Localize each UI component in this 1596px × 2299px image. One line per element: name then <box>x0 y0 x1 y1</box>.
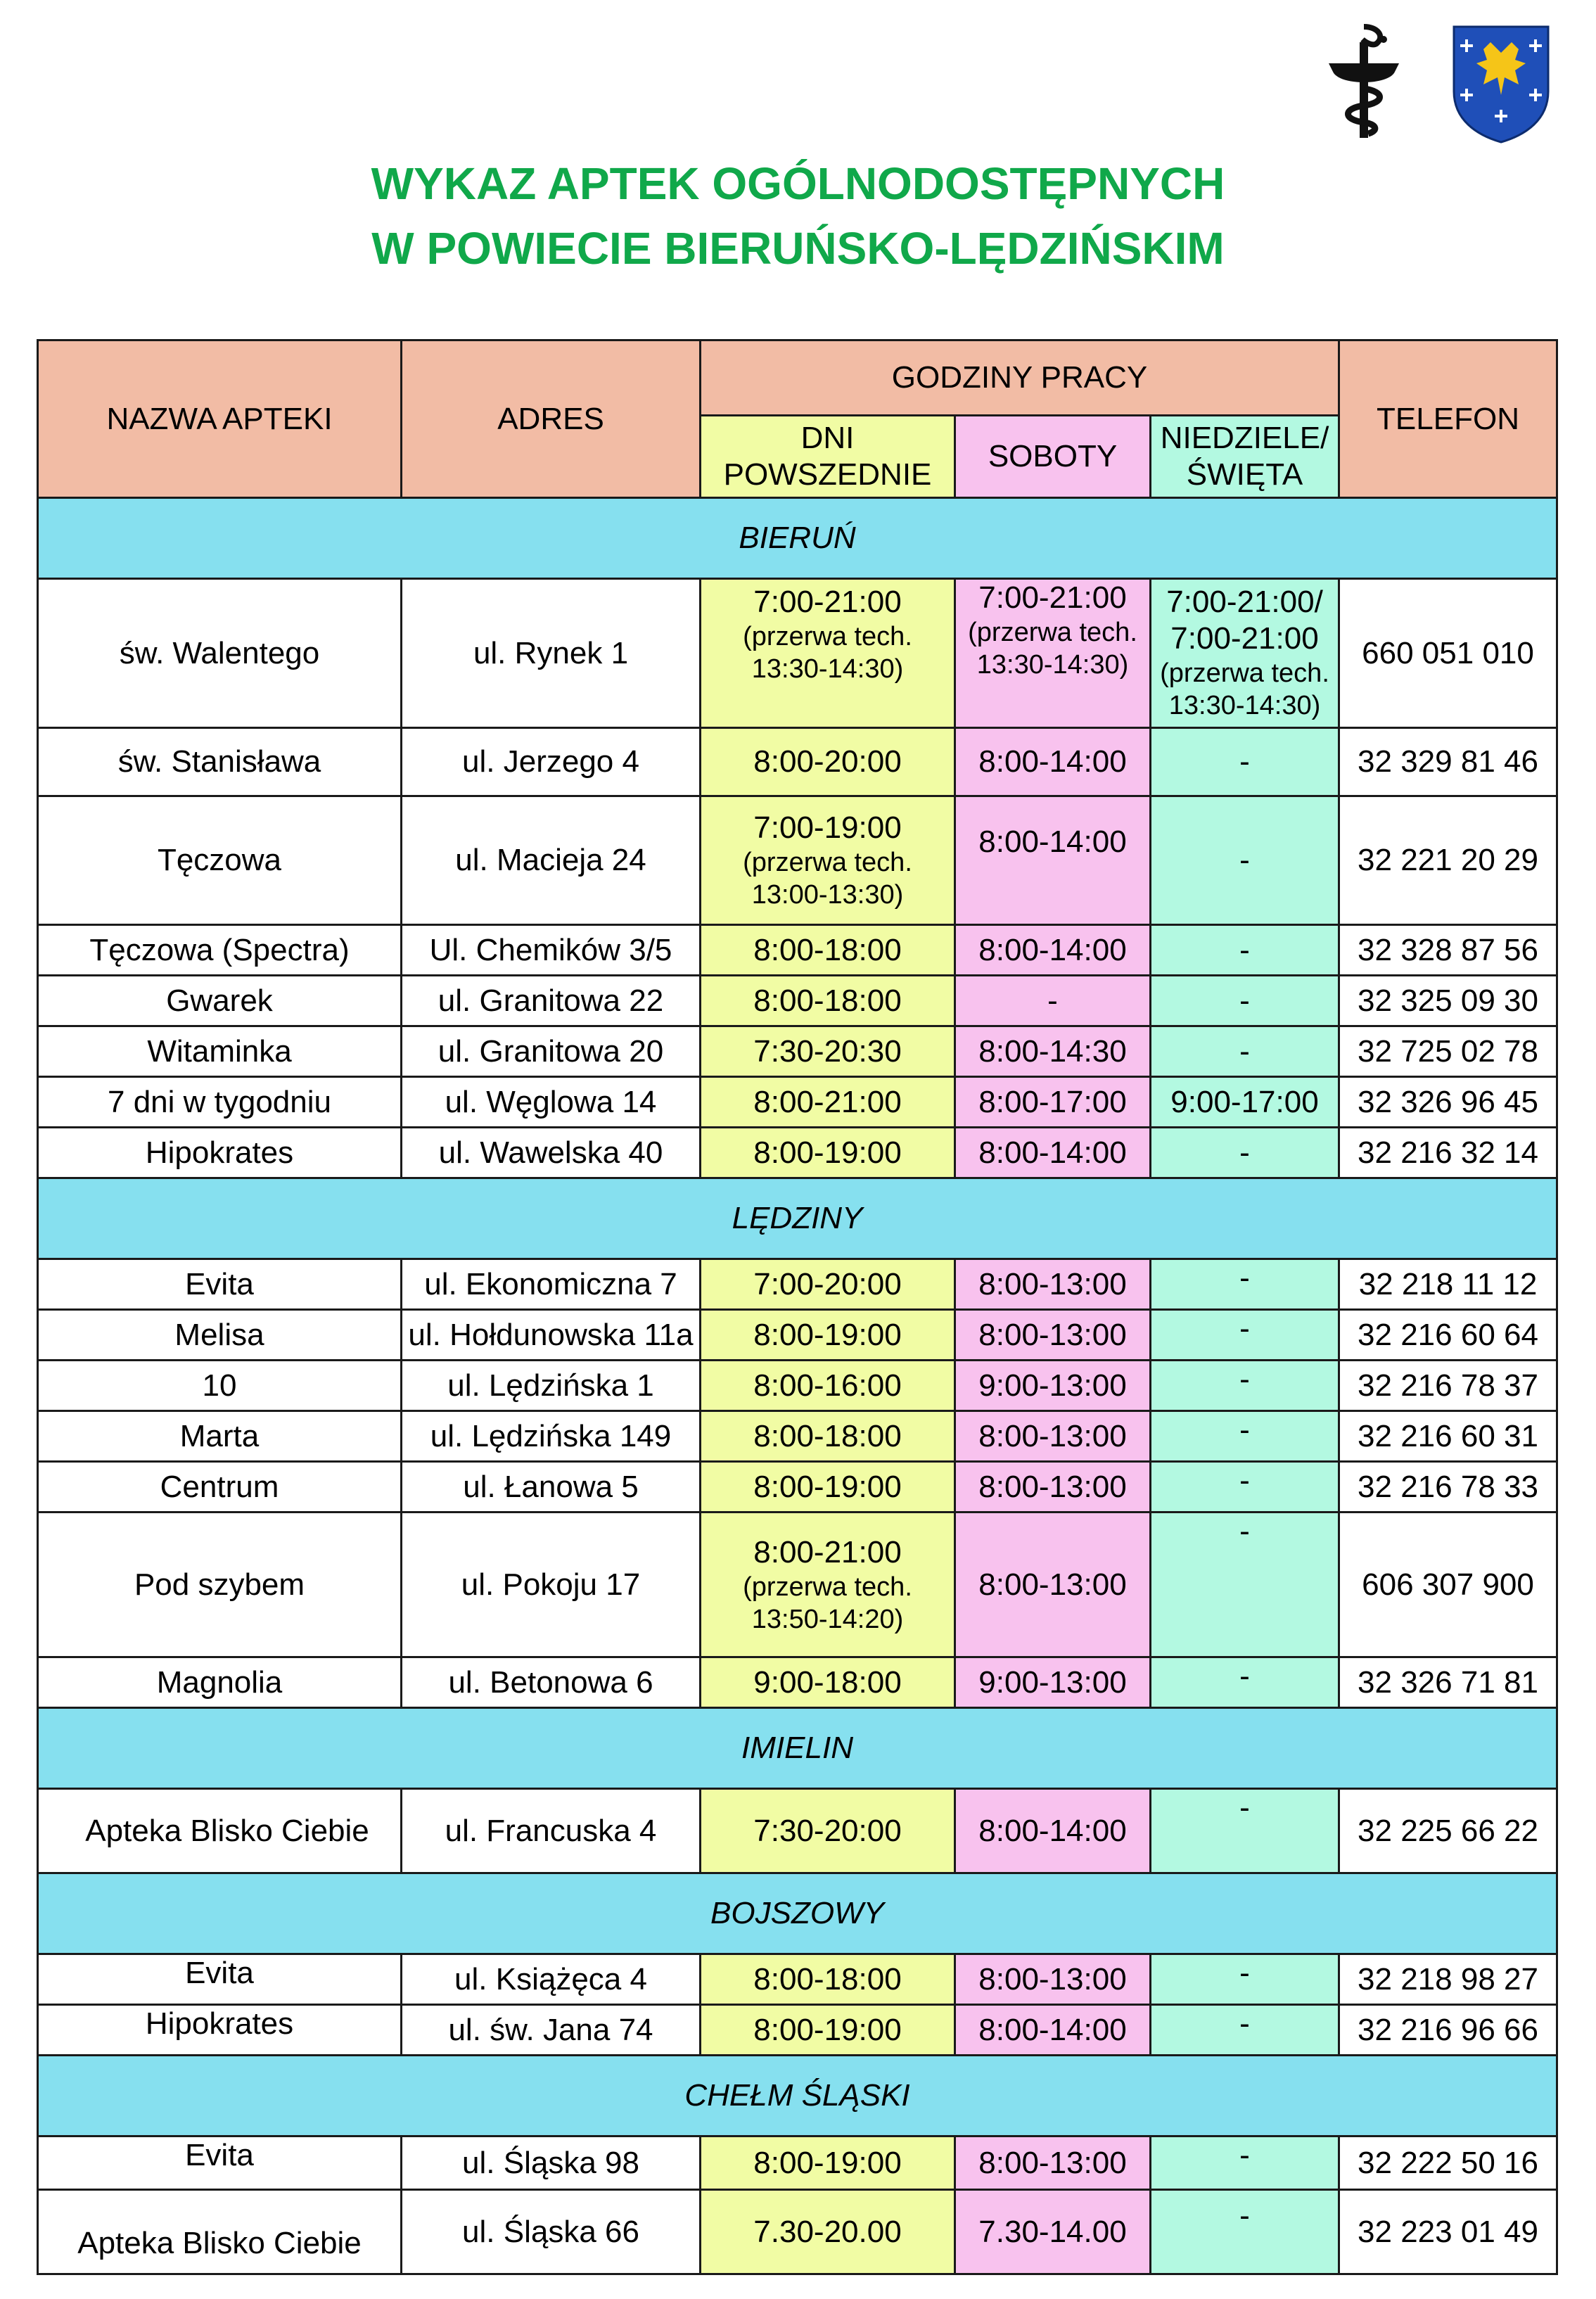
saturday-hours: 8:00-14:00 <box>955 925 1151 976</box>
pharmacy-name: Marta <box>38 1411 402 1462</box>
header-hours: GODZINY PRACY <box>701 340 1339 416</box>
pharmacy-phone: 32 218 11 12 <box>1339 1259 1557 1310</box>
pharmacy-name: 10 <box>38 1361 402 1411</box>
saturday-hours: 8:00-14:30 <box>955 1026 1151 1077</box>
pharmacy-name: Apteka Blisko Ciebie <box>38 1789 402 1873</box>
weekday-hours <box>701 796 955 925</box>
pharmacy-address: ul. Lędzińska 149 <box>402 1411 701 1462</box>
table-row <box>38 796 1557 925</box>
sunday-hours: - <box>1151 2136 1339 2190</box>
weekday-hours: 8:00-20:00 <box>701 728 955 796</box>
sunday-hours: - <box>1151 1259 1339 1310</box>
table-row <box>38 1128 1557 1178</box>
pharmacy-phone: 606 307 900 <box>1339 1512 1557 1657</box>
pharmacy-phone: 32 221 20 29 <box>1339 796 1557 925</box>
pharmacy-address: ul. Śląska 66 <box>402 2190 701 2274</box>
saturday-hours: 9:00-13:00 <box>955 1657 1151 1708</box>
table-row <box>38 1310 1557 1361</box>
pharmacy-name: św. Walentego <box>38 579 402 728</box>
city-bierun: BIERUŃ <box>38 498 1557 579</box>
sunday-hours: - <box>1151 976 1339 1026</box>
sunday-hours: - <box>1151 796 1339 925</box>
weekday-hours-note: 13:00-13:30) <box>751 880 904 910</box>
pharmacy-address: ul. Węglowa 14 <box>402 1077 701 1128</box>
sunday-hours: - <box>1151 1128 1339 1178</box>
sunday-hours: - <box>1151 728 1339 796</box>
sunday-hours: 9:00-17:00 <box>1151 1077 1339 1128</box>
pharmacy-name: Magnolia <box>38 1657 402 1708</box>
header-address: ADRES <box>402 340 701 498</box>
weekday-hours <box>701 1512 955 1657</box>
pharmacy-table <box>37 339 1558 2275</box>
header-sundays <box>1151 416 1339 498</box>
pharmacy-phone: 32 223 01 49 <box>1339 2190 1557 2274</box>
pharmacy-phone: 32 216 96 66 <box>1339 2005 1557 2056</box>
pharmacy-name: Pod szybem <box>38 1512 402 1657</box>
saturday-hours: 8:00-13:00 <box>955 1954 1151 2005</box>
sunday-hours-note: 13:30-14:30) <box>1168 691 1321 720</box>
saturday-hours: 8:00-13:00 <box>955 1310 1151 1361</box>
pharmacy-phone: 32 216 78 33 <box>1339 1462 1557 1512</box>
pharmacy-phone: 32 328 87 56 <box>1339 925 1557 976</box>
weekday-hours-note: (przerwa tech. <box>743 1572 912 1602</box>
header-name: NAZWA APTEKI <box>38 340 402 498</box>
saturday-hours: 8:00-17:00 <box>955 1077 1151 1128</box>
weekday-hours: 8:00-18:00 <box>701 1411 955 1462</box>
sunday-hours: - <box>1151 1310 1339 1361</box>
pharmacy-address: ul. św. Jana 74 <box>402 2005 701 2056</box>
sunday-hours-note: (przerwa tech. <box>1160 658 1329 688</box>
table-row <box>38 925 1557 976</box>
pharmacy-phone: 32 216 32 14 <box>1339 1128 1557 1178</box>
sunday-hours <box>1151 579 1339 728</box>
pharmacy-phone: 32 216 78 37 <box>1339 1361 1557 1411</box>
saturday-hours: 8:00-14:00 <box>955 796 1151 925</box>
weekday-hours: 8:00-18:00 <box>701 925 955 976</box>
page-title <box>0 151 1596 281</box>
pharmacy-phone: 660 051 010 <box>1339 579 1557 728</box>
coat-of-arms-icon <box>1448 21 1554 144</box>
weekday-hours: 8:00-16:00 <box>701 1361 955 1411</box>
pharmacy-phone: 32 216 60 31 <box>1339 1411 1557 1462</box>
sunday-hours: - <box>1151 1657 1339 1708</box>
saturday-hours <box>955 579 1151 728</box>
sunday-hours: - <box>1151 1361 1339 1411</box>
weekday-hours-main: 8:00-21:00 <box>753 1534 902 1569</box>
city-chelm: CHEŁM ŚLĄSKI <box>38 2056 1557 2136</box>
saturday-hours: 8:00-13:00 <box>955 2136 1151 2190</box>
header-sundays-line2: ŚWIĘTA <box>1186 457 1303 492</box>
pharmacy-name: Tęczowa <box>38 796 402 925</box>
sunday-hours: - <box>1151 1026 1339 1077</box>
pharmacy-address: ul. Macieja 24 <box>402 796 701 925</box>
weekday-hours: 8:00-18:00 <box>701 976 955 1026</box>
pharmacy-name: Centrum <box>38 1462 402 1512</box>
weekday-hours: 8:00-19:00 <box>701 1310 955 1361</box>
sunday-hours: - <box>1151 925 1339 976</box>
title-line-1: WYKAZ APTEK OGÓLNODOSTĘPNYCH <box>371 158 1225 209</box>
weekday-hours: 8:00-19:00 <box>701 1128 955 1178</box>
sunday-hours: - <box>1151 1512 1339 1657</box>
weekday-hours-note: (przerwa tech. <box>743 848 912 877</box>
weekday-hours: 7:00-20:00 <box>701 1259 955 1310</box>
saturday-hours: 7.30-14.00 <box>955 2190 1151 2274</box>
pharmacy-address: ul. Granitowa 22 <box>402 976 701 1026</box>
pharmacy-symbol-icon <box>1322 21 1406 141</box>
saturday-hours: 8:00-14:00 <box>955 728 1151 796</box>
pharmacy-name: Gwarek <box>38 976 402 1026</box>
city-row <box>38 1178 1557 1259</box>
weekday-hours-main: 7:00-19:00 <box>753 810 902 845</box>
pharmacy-name: św. Stanisława <box>38 728 402 796</box>
header-weekdays-line1: DNI <box>800 421 855 455</box>
saturday-hours: 8:00-13:00 <box>955 1512 1151 1657</box>
weekday-hours-main: 7:00-21:00 <box>753 585 902 619</box>
table-row <box>38 976 1557 1026</box>
table-row <box>38 1512 1557 1657</box>
table-row <box>38 579 1557 728</box>
table-row <box>38 1411 1557 1462</box>
saturday-hours: 8:00-13:00 <box>955 1259 1151 1310</box>
pharmacy-address: ul. Francuska 4 <box>402 1789 701 1873</box>
saturday-hours-note: 13:30-14:30) <box>976 650 1129 680</box>
header-weekdays <box>701 416 955 498</box>
pharmacy-name: Apteka Blisko Ciebie <box>38 2190 402 2274</box>
table-row <box>38 2190 1557 2274</box>
pharmacy-phone: 32 218 98 27 <box>1339 1954 1557 2005</box>
pharmacy-name: Witaminka <box>38 1026 402 1077</box>
logos <box>1322 21 1554 144</box>
weekday-hours <box>701 579 955 728</box>
weekday-hours: 9:00-18:00 <box>701 1657 955 1708</box>
saturday-hours: 8:00-14:00 <box>955 2005 1151 2056</box>
table-row <box>38 1462 1557 1512</box>
sunday-hours-main: 7:00-21:00/ <box>1166 585 1323 619</box>
city-row <box>38 1708 1557 1789</box>
pharmacy-address: ul. Wawelska 40 <box>402 1128 701 1178</box>
table-row <box>38 2005 1557 2056</box>
weekday-hours: 7.30-20.00 <box>701 2190 955 2274</box>
sunday-hours: - <box>1151 1954 1339 2005</box>
table-row <box>38 1954 1557 2005</box>
pharmacy-name: Evita <box>38 1954 402 2005</box>
header-saturdays: SOBOTY <box>955 416 1151 498</box>
weekday-hours-note: 13:50-14:20) <box>751 1604 904 1634</box>
table-row <box>38 1026 1557 1077</box>
saturday-hours: 8:00-14:00 <box>955 1128 1151 1178</box>
sunday-hours-main: 7:00-21:00 <box>1170 621 1319 656</box>
pharmacy-phone: 32 325 09 30 <box>1339 976 1557 1026</box>
pharmacy-phone: 32 725 02 78 <box>1339 1026 1557 1077</box>
title-line-2: W POWIECIE BIERUŃSKO-LĘDZIŃSKIM <box>371 223 1225 274</box>
weekday-hours: 8:00-21:00 <box>701 1077 955 1128</box>
city-row <box>38 2056 1557 2136</box>
pharmacy-phone: 32 326 71 81 <box>1339 1657 1557 1708</box>
weekday-hours-note: (przerwa tech. <box>743 622 912 651</box>
saturday-hours: - <box>955 976 1151 1026</box>
weekday-hours: 8:00-19:00 <box>701 2005 955 2056</box>
pharmacy-address: ul. Hołdunowska 11a <box>402 1310 701 1361</box>
saturday-hours-note: (przerwa tech. <box>968 618 1137 647</box>
saturday-hours: 8:00-14:00 <box>955 1789 1151 1873</box>
pharmacy-address: ul. Granitowa 20 <box>402 1026 701 1077</box>
pharmacy-address: ul. Jerzego 4 <box>402 728 701 796</box>
pharmacy-name: Evita <box>38 2136 402 2190</box>
pharmacy-address: ul. Łanowa 5 <box>402 1462 701 1512</box>
sunday-hours: - <box>1151 1462 1339 1512</box>
city-row <box>38 1873 1557 1954</box>
saturday-hours: 8:00-13:00 <box>955 1462 1151 1512</box>
weekday-hours: 8:00-19:00 <box>701 2136 955 2190</box>
pharmacy-address: ul. Rynek 1 <box>402 579 701 728</box>
saturday-hours-main: 7:00-21:00 <box>978 580 1127 615</box>
table-row <box>38 1789 1557 1873</box>
saturday-hours: 9:00-13:00 <box>955 1361 1151 1411</box>
weekday-hours: 7:30-20:00 <box>701 1789 955 1873</box>
table-row <box>38 1657 1557 1708</box>
saturday-hours: 8:00-13:00 <box>955 1411 1151 1462</box>
city-imielin: IMIELIN <box>38 1708 1557 1789</box>
table-row <box>38 1259 1557 1310</box>
city-row <box>38 498 1557 579</box>
pharmacy-phone: 32 216 60 64 <box>1339 1310 1557 1361</box>
pharmacy-phone: 32 326 96 45 <box>1339 1077 1557 1128</box>
header-phone: TELEFON <box>1339 340 1557 498</box>
sunday-hours: - <box>1151 1789 1339 1873</box>
pharmacy-name: Tęczowa (Spectra) <box>38 925 402 976</box>
pharmacy-phone: 32 222 50 16 <box>1339 2136 1557 2190</box>
pharmacy-phone: 32 225 66 22 <box>1339 1789 1557 1873</box>
pharmacy-address: ul. Książęca 4 <box>402 1954 701 2005</box>
header-sundays-line1: NIEDZIELE/ <box>1160 421 1329 455</box>
sunday-hours: - <box>1151 1411 1339 1462</box>
pharmacy-address: ul. Lędzińska 1 <box>402 1361 701 1411</box>
city-bojszowy: BOJSZOWY <box>38 1873 1557 1954</box>
table-row <box>38 2136 1557 2190</box>
table-row <box>38 1077 1557 1128</box>
weekday-hours: 8:00-19:00 <box>701 1462 955 1512</box>
pharmacy-address: ul. Śląska 98 <box>402 2136 701 2190</box>
weekday-hours: 8:00-18:00 <box>701 1954 955 2005</box>
pharmacy-name: Hipokrates <box>38 2005 402 2056</box>
table-row <box>38 1361 1557 1411</box>
pharmacy-address: ul. Betonowa 6 <box>402 1657 701 1708</box>
sunday-hours: - <box>1151 2190 1339 2274</box>
pharmacy-address: ul. Pokoju 17 <box>402 1512 701 1657</box>
pharmacy-address: ul. Ekonomiczna 7 <box>402 1259 701 1310</box>
table-row <box>38 728 1557 796</box>
weekday-hours: 7:30-20:30 <box>701 1026 955 1077</box>
header-row <box>38 340 1557 416</box>
pharmacy-name: 7 dni w tygodniu <box>38 1077 402 1128</box>
pharmacy-phone: 32 329 81 46 <box>1339 728 1557 796</box>
pharmacy-name: Hipokrates <box>38 1128 402 1178</box>
weekday-hours-note: 13:30-14:30) <box>751 654 904 684</box>
city-ledziny: LĘDZINY <box>38 1178 1557 1259</box>
pharmacy-name: Melisa <box>38 1310 402 1361</box>
sunday-hours: - <box>1151 2005 1339 2056</box>
pharmacy-address: Ul. Chemików 3/5 <box>402 925 701 976</box>
pharmacy-name: Evita <box>38 1259 402 1310</box>
header-weekdays-line2: POWSZEDNIE <box>723 457 932 492</box>
